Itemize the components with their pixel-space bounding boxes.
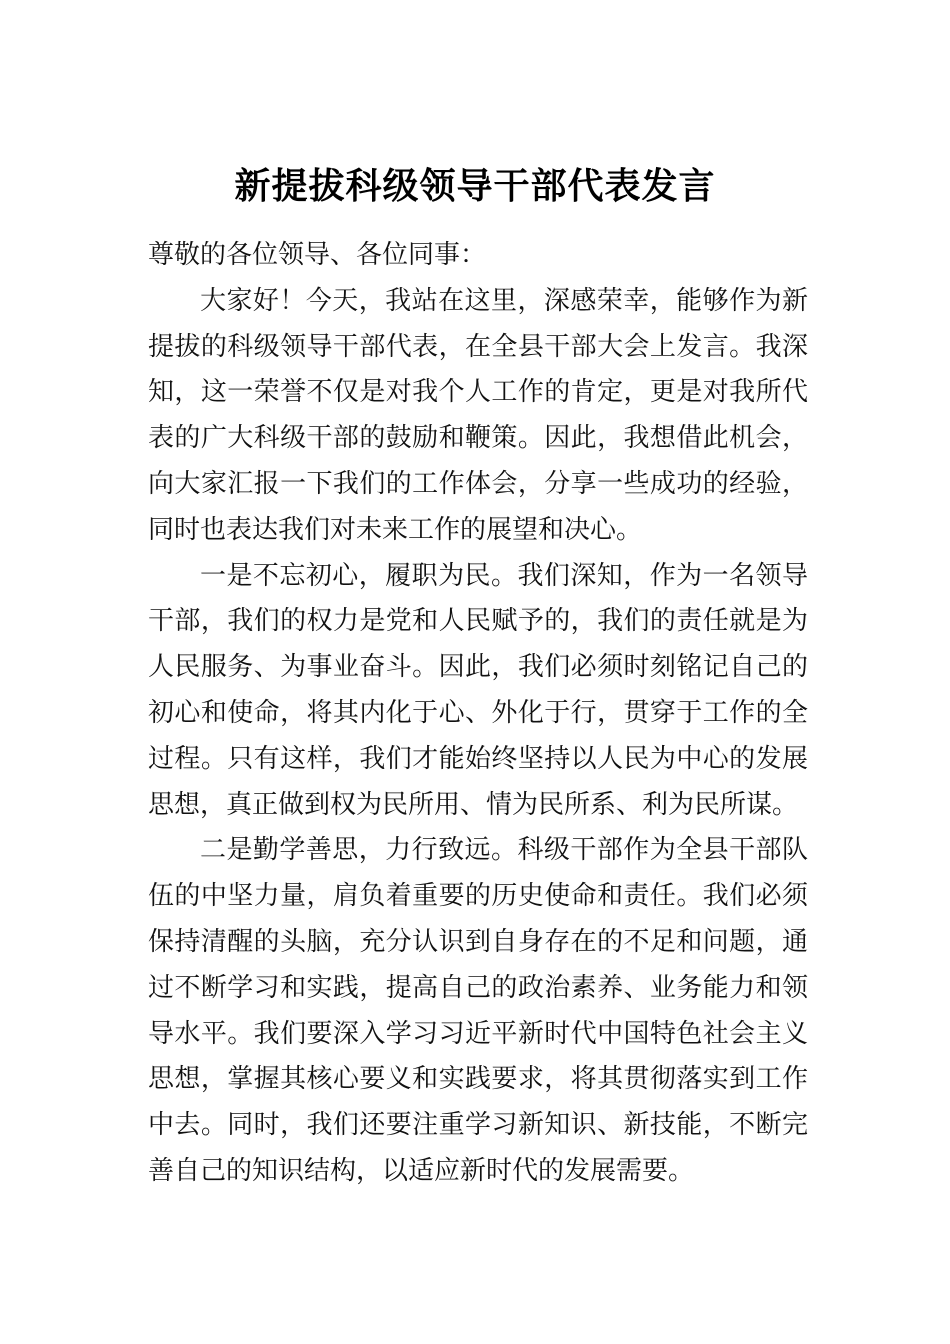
paragraph-point-one: 一是不忘初心，履职为民。我们深知，作为一名领导干部，我们的权力是党和人民赋予的，我们的责任就是为人民服务、为事业奋斗。因此，我们必须时刻铭记自己的初心和使命，将其内化于心、外化于行，贯穿于工作的全过程。只有这样，我们才能始终坚持以人民为中心的发展思想，真正做到权为民所用、情为民所系、利为民所谋。 (148, 560, 808, 820)
document-body (148, 233, 808, 1195)
paragraph-opening: 大家好！今天，我站在这里，深感荣幸，能够作为新提拔的科级领导干部代表，在全县干部大会上发言。我深知，这一荣誉不仅是对我个人工作的肯定，更是对我所代表的广大科级干部的鼓励和鞭策。因此，我想借此机会，向大家汇报一下我们的工作体会，分享一些成功的经验，同时也表达我们对未来工作的展望和决心。 (148, 285, 808, 545)
document-title: 新提拔科级领导干部代表发言 (234, 165, 716, 207)
salutation: 尊敬的各位领导、各位同事： (148, 240, 487, 270)
paragraph-point-two: 二是勤学善思，力行致远。科级干部作为全县干部队伍的中坚力量，肩负着重要的历史使命和责任。我们必须保持清醒的头脑，充分认识到自身存在的不足和问题，通过不断学习和实践，提高自己的政治素养、业务能力和领导水平。我们要深入学习习近平新时代中国特色社会主义思想，掌握其核心要义和实践要求，将其贯彻落实到工作中去。同时，我们还要注重学习新知识、新技能，不断完善自己的知识结构，以适应新时代的发展需要。 (148, 835, 808, 1186)
